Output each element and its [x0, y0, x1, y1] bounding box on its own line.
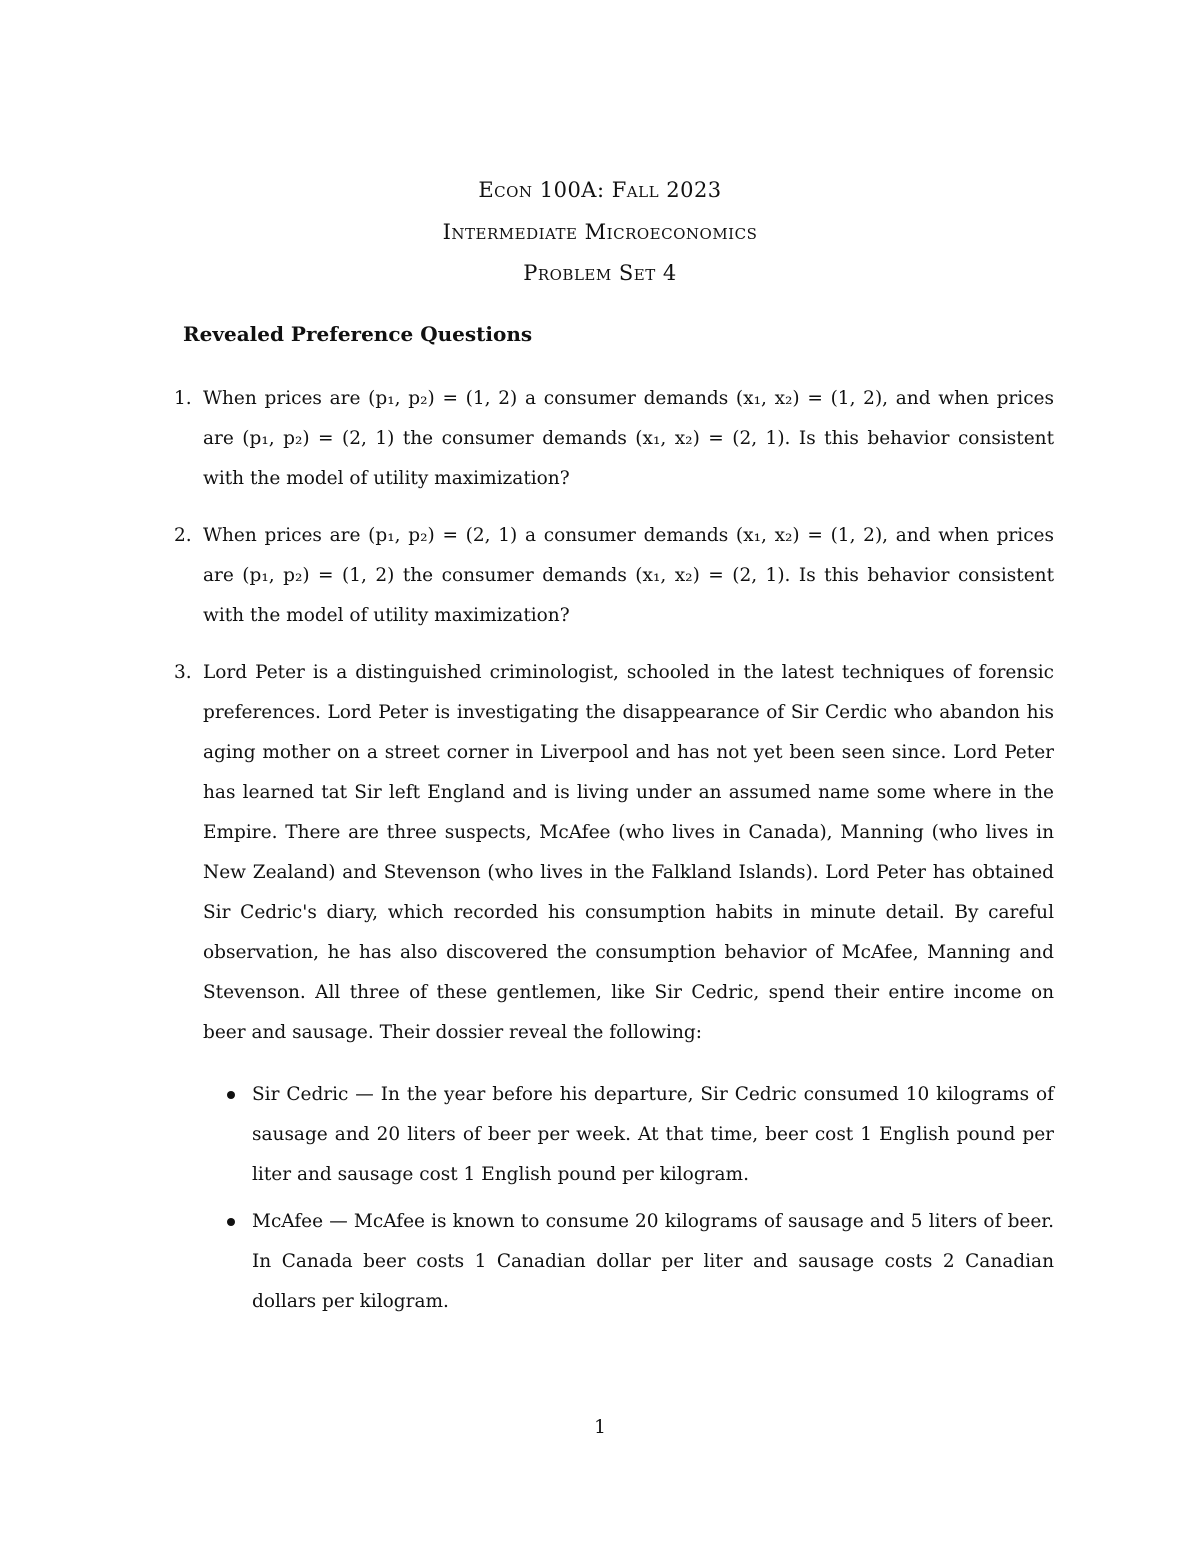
question-text: When prices are (p₁, p₂) = (1, 2) a consumer demands (x₁, x₂) = (1, 2), and when prices are (p₁, p₂) = (2, 1) the consumer demands (x₁, x₂) = (2, 1). Is this behavior consistent with the model of utility maximization?	[203, 388, 1054, 489]
page-number: 1	[594, 1417, 606, 1438]
question-2	[174, 516, 1054, 636]
course-subtitle: Intermediate Microeconomics	[442, 220, 758, 244]
problem-set-title: Problem Set 4	[523, 261, 677, 285]
question-1	[174, 379, 1054, 499]
bullet-icon	[227, 1218, 235, 1226]
question-text: Lord Peter is a distinguished criminologist, schooled in the latest techniques of forensic preferences. Lord Peter is investigating the disappearance of Sir Cerdic who abandon his aging mother on a street corner in Liverpool and has not yet been seen since. Lord Peter has learned tat Sir left England and is living under an assumed name some where in the Empire. There are three suspects, McAfee (who lives in Canada), Manning (who lives in New Zealand) and Stevenson (who lives in the Falkland Islands). Lord Peter has obtained Sir Cedric's diary, which recorded his consumption habits in minute detail. By careful observation, he has also discovered the consumption behavior of McAfee, Manning and Stevenson. All three of these gentlemen, like Sir Cedric, spend their entire income on beer and sausage. Their dossier reveal the following:	[203, 662, 1054, 1043]
question-number: 3.	[174, 662, 192, 683]
course-title: Econ 100A: Fall 2023	[478, 178, 722, 202]
bullet-mcafee	[222, 1202, 1054, 1322]
bullet-text: Sir Cedric — In the year before his departure, Sir Cedric consumed 10 kilograms of sausage and 20 liters of beer per week. At that time, beer cost 1 English pound per liter and sausage cost 1 English pound per kilogram.	[252, 1084, 1054, 1185]
bullet-icon	[227, 1091, 235, 1099]
bullet-sir-cedric	[222, 1075, 1054, 1195]
bullet-text: McAfee — McAfee is known to consume 20 kilograms of sausage and 5 liters of beer. In Canada beer costs 1 Canadian dollar per liter and sausage costs 2 Canadian dollars per kilogram.	[252, 1211, 1054, 1312]
section-heading: Revealed Preference Questions	[183, 322, 533, 346]
question-number: 2.	[174, 525, 192, 546]
question-3	[174, 653, 1054, 1053]
question-number: 1.	[174, 388, 192, 409]
question-text: When prices are (p₁, p₂) = (2, 1) a consumer demands (x₁, x₂) = (1, 2), and when prices are (p₁, p₂) = (1, 2) the consumer demands (x₁, x₂) = (2, 1). Is this behavior consistent with the model of utility maximization?	[203, 525, 1054, 626]
